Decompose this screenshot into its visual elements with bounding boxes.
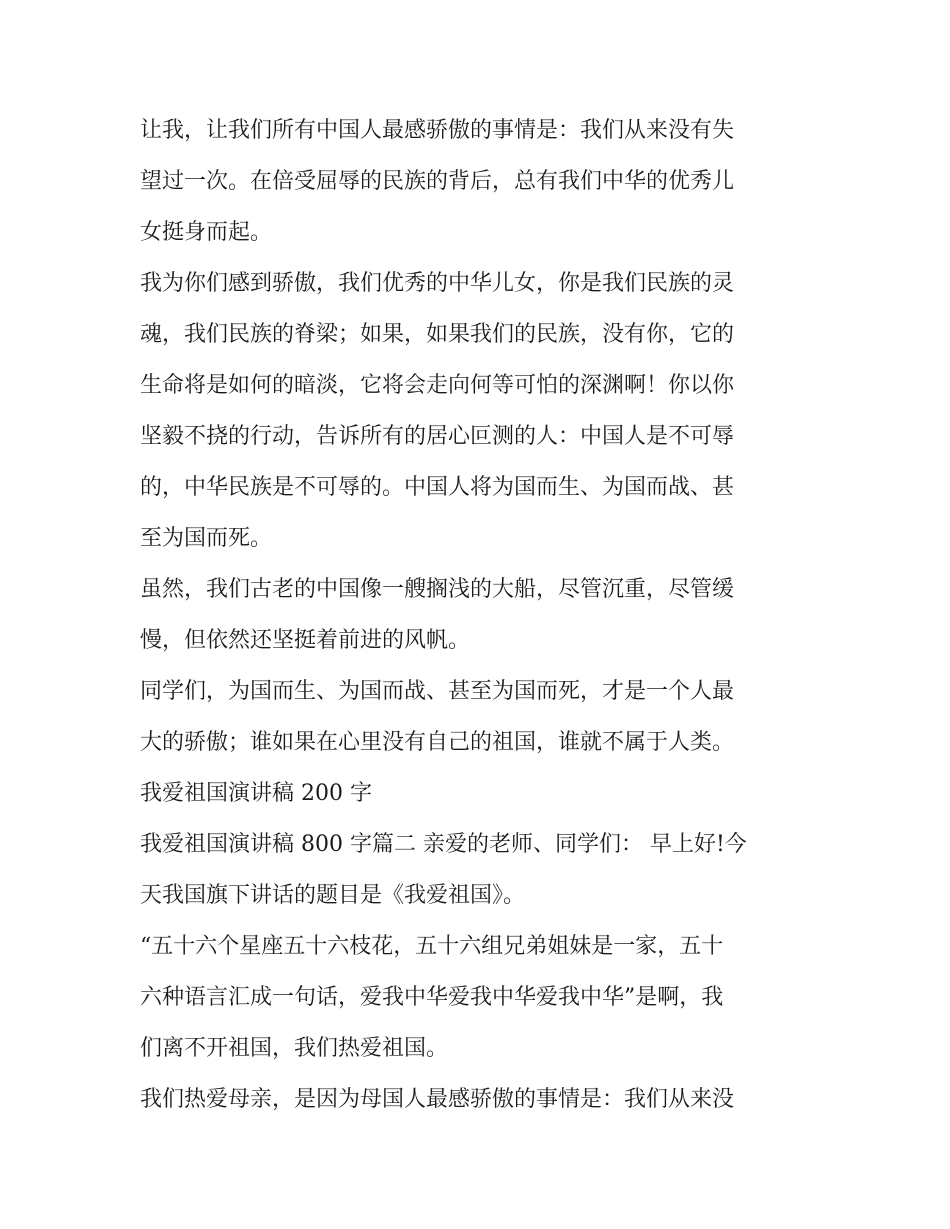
- text-line: 同学们，为国而生、为国而战、甚至为国而死，才是一个人最: [140, 679, 735, 704]
- text-line: 生命将是如何的暗淡，它将会走向何等可怕的深渊啊！你以你: [140, 373, 735, 398]
- paragraph-2: [140, 258, 820, 564]
- paragraph-1: [140, 105, 820, 258]
- section-heading: [140, 768, 820, 819]
- text-line: 我为你们感到骄傲，我们优秀的中华儿女，你是我们民族的灵: [140, 271, 735, 296]
- text-line: 的，中华民族是不可辱的。中国人将为国而生、为国而战、甚: [140, 475, 735, 500]
- text-line: 天我国旗下讲话的题目是《我爱祖国》。: [140, 883, 526, 908]
- text-line: 六种语言汇成一句话，爱我中华爱我中华爱我中华”是啊，我: [140, 985, 724, 1010]
- text-line: 让我，让我们所有中国人最感骄傲的事情是：我们从来没有失: [140, 118, 735, 143]
- text-line: 望过一次。在倍受屈辱的民族的背后，总有我们中华的优秀儿: [140, 169, 735, 194]
- text-line: 们离不开祖国，我们热爱祖国。: [140, 1036, 449, 1061]
- text-line: 虽然，我们古老的中国像一艘搁浅的大船，尽管沉重，尽管缓: [140, 577, 735, 602]
- paragraph-5: [140, 819, 820, 921]
- text-line: 我爱祖国演讲稿 800 字篇二 亲爱的老师、同学们： 早上好!今: [140, 832, 747, 857]
- text-line: 大的骄傲；谁如果在心里没有自己的祖国，谁就不属于人类。: [140, 730, 735, 755]
- text-line: 坚毅不挠的行动，告诉所有的居心叵测的人：中国人是不可辱: [140, 424, 735, 449]
- text-line: 女挺身而起。: [140, 220, 273, 245]
- paragraph-7: [140, 1074, 820, 1125]
- text-line: 慢，但依然还坚挺着前进的风帆。: [140, 628, 471, 653]
- text-line: 魂，我们民族的脊梁；如果，如果我们的民族，没有你，它的: [140, 322, 735, 347]
- document-body: [140, 105, 820, 1125]
- text-line: “五十六个星座五十六枝花，五十六组兄弟姐妹是一家，五十: [140, 934, 724, 959]
- paragraph-6: [140, 921, 820, 1074]
- text-line: 我爱祖国演讲稿 200 字: [140, 781, 372, 806]
- text-line: 至为国而死。: [140, 526, 273, 551]
- paragraph-3: [140, 564, 820, 666]
- paragraph-4: [140, 666, 820, 768]
- text-line: 我们热爱母亲，是因为母国人最感骄傲的事情是：我们从来没: [140, 1087, 735, 1112]
